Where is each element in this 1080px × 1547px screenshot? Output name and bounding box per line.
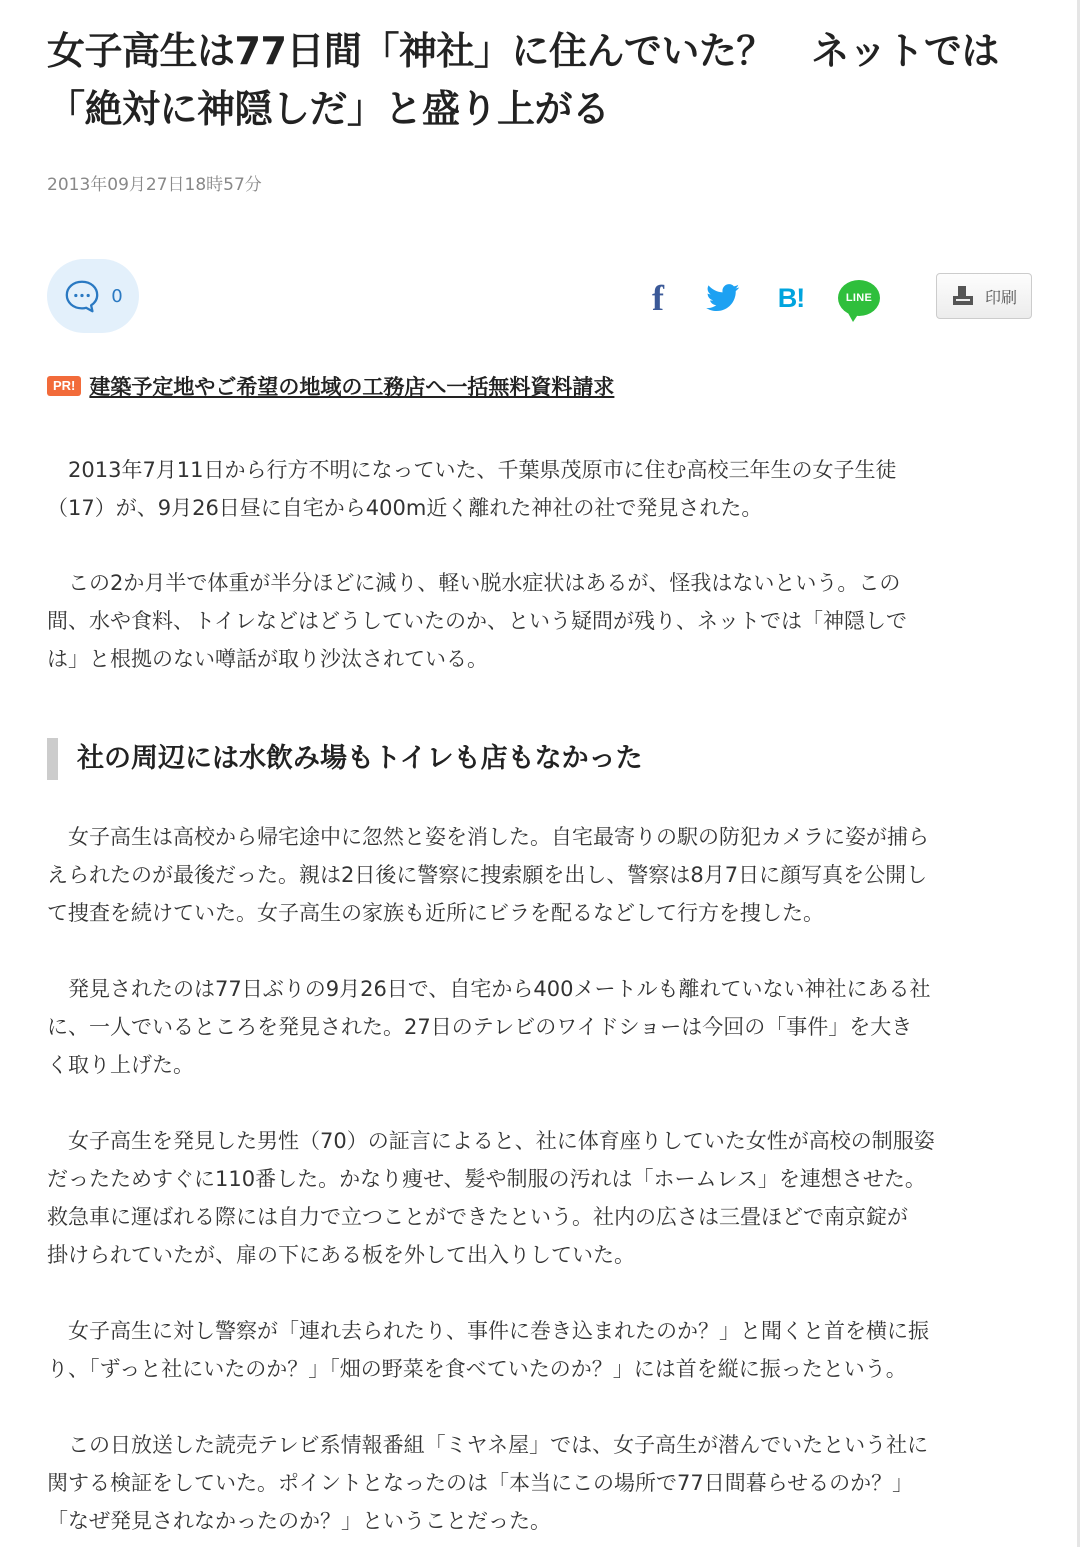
body-paragraph — [47, 818, 1035, 932]
paragraph-line: 間、水や食料、トイレなどはどうしていたのか、という疑問が残り、ネットでは「神隠しで — [47, 609, 907, 633]
paragraph-line: 「なぜ発見されなかったのか？」ということだった。 — [47, 1509, 551, 1533]
section-heading: 社の周辺には水飲み場もトイレも店もなかった — [47, 738, 1035, 780]
comments-button[interactable] — [47, 259, 139, 333]
headline — [47, 22, 1035, 138]
paragraph-line: て捜査を続けていた。女子高生の家族も近所にビラを配るなどして行方を捜した。 — [47, 901, 824, 925]
line-icon — [838, 280, 880, 316]
print-button[interactable] — [936, 273, 1032, 319]
paragraph-line: 関する検証をしていた。ポイントとなったのは「本当にこの場所で77日間暮らせるのか？」 — [47, 1471, 914, 1495]
paragraph-line: は」と根拠のない噂話が取り沙汰されている。 — [47, 647, 488, 671]
body-paragraph — [47, 1312, 1035, 1388]
social-toolbar — [47, 259, 1035, 335]
line-share-button[interactable] — [834, 273, 884, 323]
body-paragraph — [47, 1122, 1035, 1274]
paragraph-line: 女子高生は高校から帰宅途中に忽然と姿を消した。自宅最寄りの駅の防犯カメラに姿が捕ら — [47, 825, 929, 849]
facebook-icon: f — [652, 278, 664, 318]
paragraph-line: 女子高生に対し警察が「連れ去られたり、事件に巻き込まれたのか？」と聞くと首を横に振 — [47, 1319, 929, 1343]
hatena-bookmark-button[interactable] — [766, 273, 816, 323]
body-paragraph — [47, 451, 1035, 527]
paragraph-line: に、一人でいるところを発見された。27日のテレビのワイドショーは今回の「事件」を大き — [47, 1015, 913, 1039]
facebook-share-button[interactable] — [633, 273, 683, 323]
line-label: LINE — [845, 292, 873, 304]
paragraph-line: 掛けられていたが、扉の下にある板を外して出入りしていた。 — [47, 1243, 635, 1267]
publish-date: 2013年09月27日18時57分 — [47, 175, 262, 195]
paragraph-line: この日放送した読売テレビ系情報番組「ミヤネ屋」では、女子高生が潜んでいたという社に — [47, 1433, 929, 1457]
pr-ad-link[interactable]: 建築予定地やご希望の地域の工務店へ一括無料資料請求 — [89, 375, 615, 399]
twitter-bird-icon — [706, 284, 740, 312]
headline-line-2: 「絶対に神隠しだ」と盛り上がる — [47, 87, 610, 131]
article — [47, 22, 1035, 1540]
paragraph-line: 2013年7月11日から行方不明になっていた、千葉県茂原市に住む高校三年生の女子生徒 — [47, 458, 897, 482]
paragraph-line: 女子高生を発見した男性（70）の証言によると、社に体育座りしていた女性が高校の制服姿 — [47, 1129, 935, 1153]
paragraph-line: り、「ずっと社にいたのか？」「畑の野菜を食べていたのか？」には首を縦に振ったという。 — [47, 1357, 907, 1381]
body-paragraph — [47, 970, 1035, 1084]
paragraph-line: だったためすぐに110番した。かなり痩せ、髪や制服の汚れは「ホームレス」を連想させた。 — [47, 1167, 926, 1191]
printer-icon — [951, 285, 975, 307]
paragraph-line: 発見されたのは77日ぶりの9月26日で、自宅から400メートルも離れていない神社にある社 — [47, 977, 931, 1001]
pr-badge: PR! — [47, 376, 81, 396]
body-paragraph — [47, 564, 1035, 678]
hatena-bookmark-icon: B! — [777, 282, 805, 313]
comment-count: 0 — [111, 285, 123, 307]
paragraph-line: （17）が、9月26日昼に自宅から400m近く離れた神社の社で発見された。 — [47, 496, 763, 520]
paragraph-line: この2か月半で体重が半分ほどに減り、軽い脱水症状はあるが、怪我はないという。この — [47, 571, 901, 595]
speech-bubble-icon — [63, 277, 101, 315]
paragraph-line: えられたのが最後だった。親は2日後に警察に捜索願を出し、警察は8月7日に顔写真を公開し — [47, 863, 928, 887]
pr-row — [47, 371, 1035, 401]
paragraph-line: 救急車に運ばれる際には自力で立つことができたという。社内の広さは三畳ほどで南京錠が — [47, 1205, 908, 1229]
print-label: 印刷 — [984, 287, 1017, 307]
headline-line-1: 女子高生は77日間「神社」に住んでいた？ ネットでは — [47, 29, 999, 73]
twitter-share-button[interactable] — [698, 273, 748, 323]
body-paragraph — [47, 1426, 1035, 1540]
paragraph-line: く取り上げた。 — [47, 1053, 194, 1077]
